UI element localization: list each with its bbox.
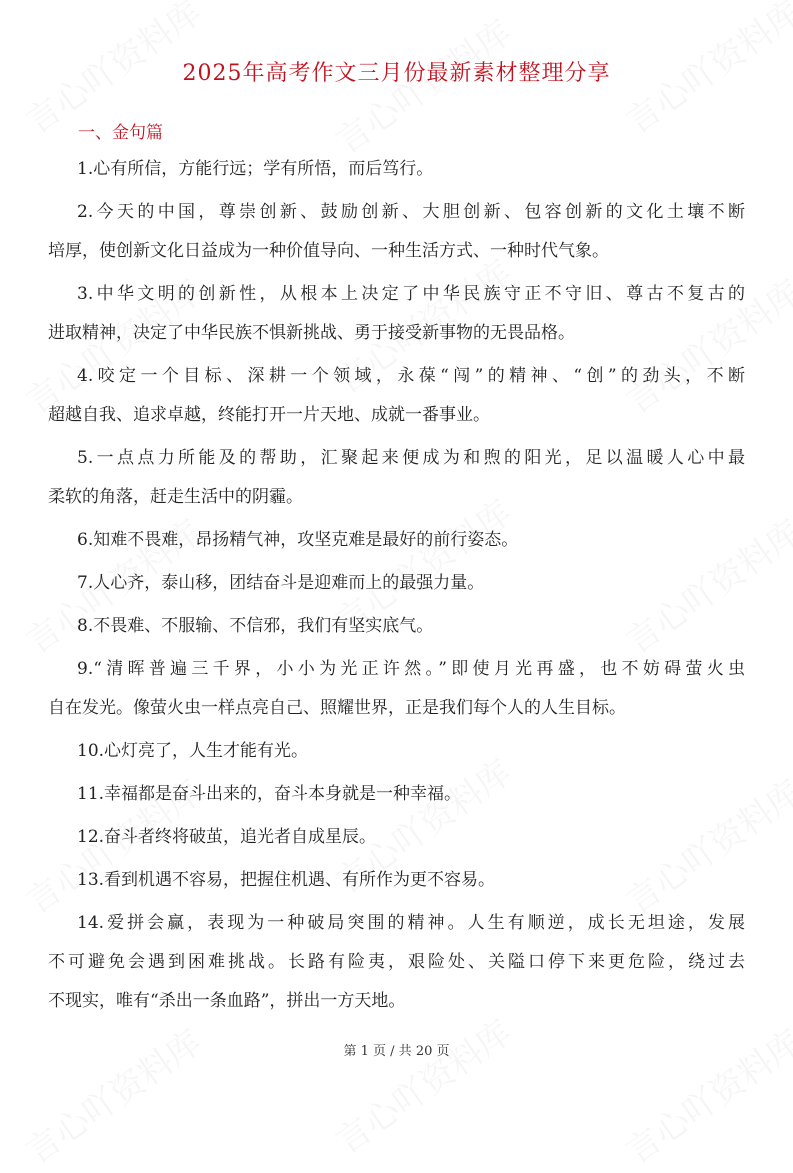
watermark-text [324, 1006, 519, 1163]
paragraph-line: 4.咬定一个目标、深耕一个领域，永葆“闯”的精神、“创”的劲头，不断 [77, 366, 745, 386]
paragraph-line: 培厚，使创新文化日益成为一种价值导向、一种生活方式、一种时代气象。 [48, 241, 609, 261]
paragraph-line: 13.看到机遇不容易，把握住机遇、有所作为更不容易。 [77, 870, 496, 890]
paragraph-line: 5.一点点力所能及的帮助，汇聚起来便成为和煦的阳光，足以温暖人心中最 [77, 448, 745, 468]
paragraph-line: 1.心有所信，方能行远；学有所悟，而后笃行。 [77, 159, 434, 179]
paragraph-line: 柔软的角落，赶走生活中的阴霾。 [48, 487, 303, 507]
paragraph-line: 14.爱拼会赢，表现为一种破局突围的精神。人生有顺逆，成长无坦途，发展 [77, 913, 745, 933]
paragraph-3 [48, 275, 745, 353]
paragraph-8 [48, 607, 745, 646]
paragraph-line: 3.中华文明的创新性，从根本上决定了中华民族守正不守旧、尊古不复古的 [77, 284, 745, 304]
paragraph-7 [48, 564, 745, 603]
paragraph-line: 11.幸福都是奋斗出来的，奋斗本身就是一种幸福。 [77, 784, 462, 804]
page-footer: 第 1 页 / 共 20 页 [343, 1044, 450, 1059]
paragraph-9 [48, 650, 745, 728]
paragraph-line: 10.心灯亮了，人生才能有光。 [77, 741, 309, 761]
paragraph-11 [48, 775, 745, 814]
paragraph-line: 自在发光。像萤火虫一样点亮自己、照耀世界，正是我们每个人的人生目标。 [48, 698, 626, 718]
paragraph-14 [48, 904, 745, 1021]
paragraph-line: 12.奋斗者终将破茧，追光者自成星辰。 [77, 827, 377, 847]
paragraph-line: 不现实，唯有“杀出一条血路”，拼出一方天地。 [48, 991, 406, 1011]
paragraph-line: 2.今天的中国，尊崇创新、鼓励创新、大胆创新、包容创新的文化土壤不断 [77, 202, 745, 222]
paragraph-line: 6.知难不畏难，昂扬精气神，攻坚克难是最好的前行姿态。 [77, 530, 519, 550]
paragraph-line: 9.“清晖普遍三千界，小小为光正许然。”即使月光再盛，也不妨碍萤火虫 [77, 659, 745, 679]
paragraph-line: 8.不畏难、不服输、不信邪，我们有坚实底气。 [77, 616, 434, 636]
document-body [48, 150, 745, 1025]
paragraph-line: 7.人心齐，泰山移，团结奋斗是迎难而上的最强力量。 [77, 573, 485, 593]
paragraph-6 [48, 521, 745, 560]
document-title: 2025年高考作文三月份最新素材整理分享 [182, 61, 611, 86]
paragraph-1 [48, 150, 745, 189]
paragraph-10 [48, 732, 745, 771]
paragraph-2 [48, 193, 745, 271]
paragraph-line: 超越自我、追求卓越，终能打开一片天地、成就一番事业。 [48, 405, 490, 425]
section-heading: 一、金句篇 [78, 123, 163, 143]
paragraph-5 [48, 439, 745, 517]
paragraph-12 [48, 818, 745, 857]
paragraph-4 [48, 357, 745, 435]
paragraph-line: 不可避免会遇到困难挑战。长路有险夷，艰险处、关隘口停下来更危险，绕过去 [48, 952, 745, 972]
paragraph-line: 进取精神，决定了中华民族不惧新挑战、勇于接受新事物的无畏品格。 [48, 323, 575, 343]
paragraph-13 [48, 861, 745, 900]
